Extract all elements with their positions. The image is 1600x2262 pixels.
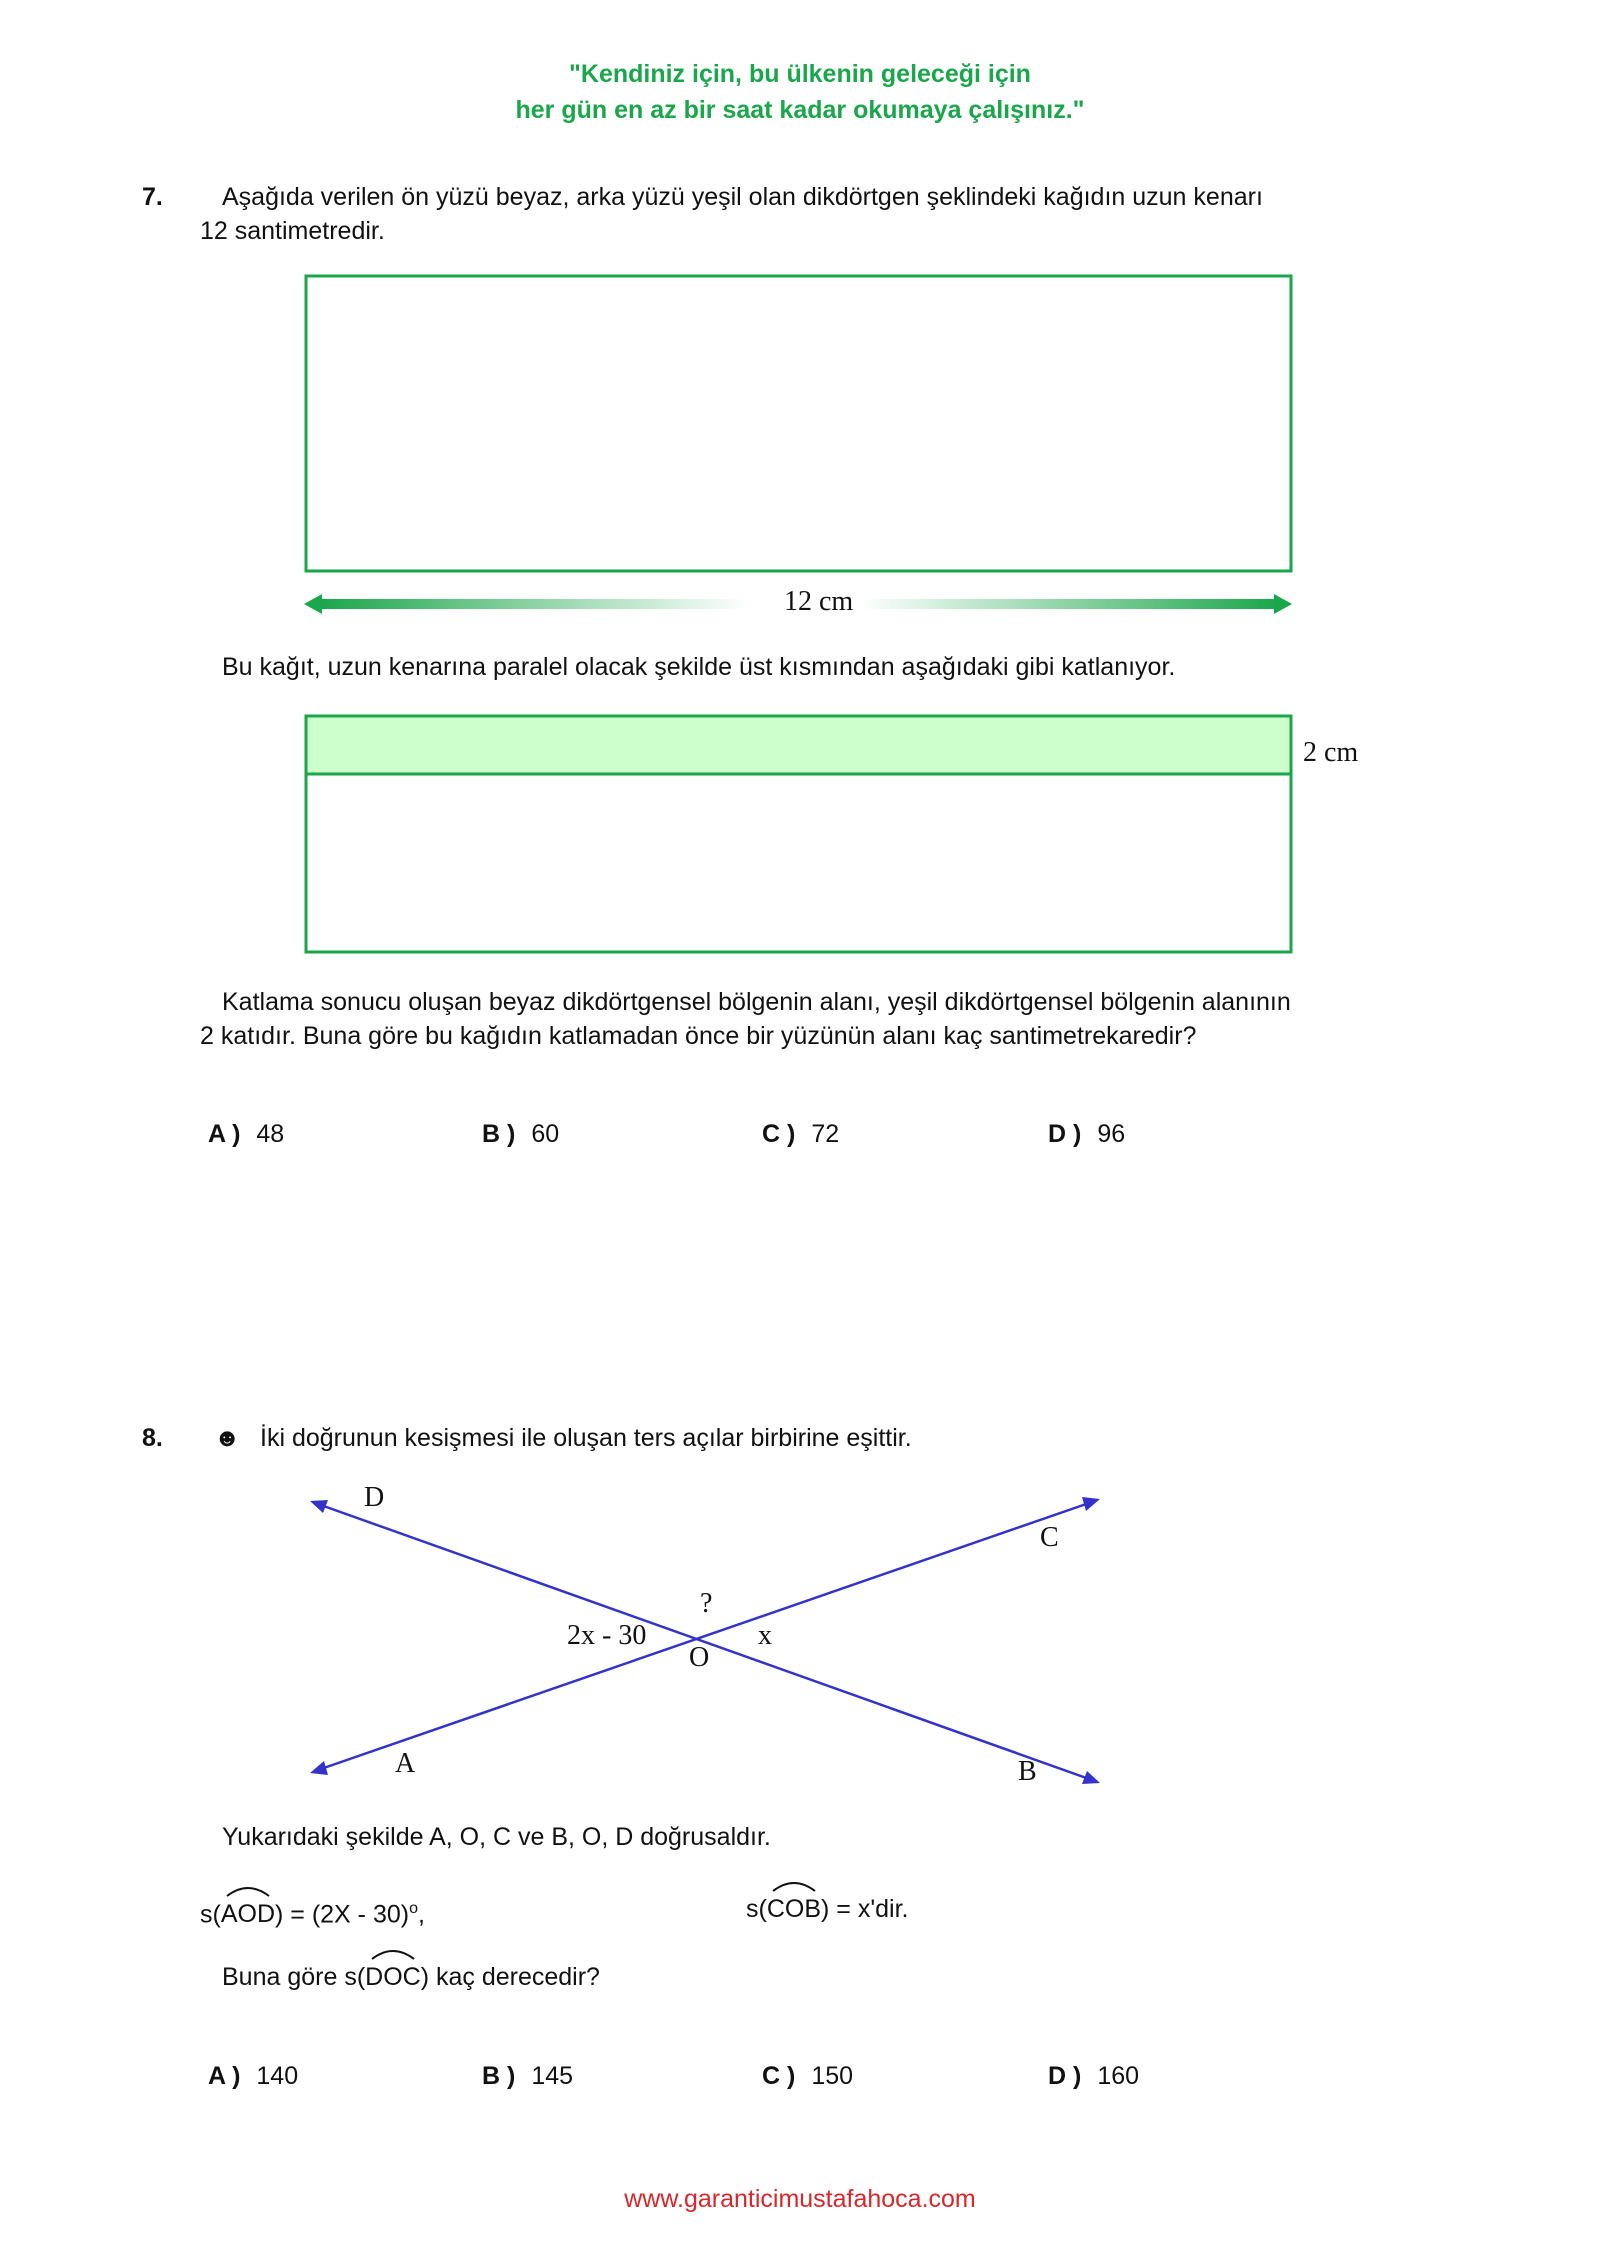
arc-icon bbox=[771, 1878, 817, 1892]
angle-aod-text: AOD bbox=[220, 1900, 276, 1929]
question-8-prompt bbox=[222, 1960, 600, 1994]
question-7-number: 7. bbox=[142, 183, 163, 211]
label-question-mark: ? bbox=[700, 1588, 713, 1619]
question-7-prompt-line-1: Katlama sonucu oluşan beyaz dikdörtgensel bölgenin alanı, yeşil dikdörtgensel bölgenin alanının bbox=[222, 988, 1291, 1016]
intersecting-lines-figure bbox=[310, 1497, 1100, 1784]
option-letter: A ) bbox=[208, 1120, 241, 1148]
question-7-prompt-line-2: 2 katıdır. Buna göre bu kağıdın katlamadan önce bir yüzünün alanı kaç santimetrekaredir? bbox=[200, 1022, 1197, 1050]
label-x: x bbox=[758, 1620, 772, 1651]
question-8-number: 8. bbox=[142, 1424, 163, 1452]
q7-option-c[interactable] bbox=[762, 1120, 839, 1149]
q7-option-d[interactable] bbox=[1048, 1120, 1125, 1149]
given1-prefix: s( bbox=[200, 1900, 221, 1929]
label-b: B bbox=[1018, 1756, 1037, 1787]
label-angle-expression: 2x - 30 bbox=[567, 1620, 647, 1651]
fold-width-label: 2 cm bbox=[1303, 737, 1359, 768]
angle-aod bbox=[221, 1897, 275, 1931]
angle-cob bbox=[767, 1892, 821, 1926]
given2-prefix: s( bbox=[746, 1895, 767, 1923]
option-letter: D ) bbox=[1048, 2062, 1082, 2090]
option-letter: B ) bbox=[482, 2062, 516, 2090]
folded-green-strip bbox=[306, 716, 1291, 774]
given1-end: , bbox=[418, 1900, 425, 1929]
angle-doc-text: DOC bbox=[365, 1963, 421, 1991]
option-value: 60 bbox=[531, 1120, 560, 1148]
question-7-text-line-2: 12 santimetredir. bbox=[200, 217, 385, 245]
length-label: 12 cm bbox=[784, 586, 854, 617]
option-letter: C ) bbox=[762, 1120, 796, 1148]
arc-icon bbox=[225, 1883, 271, 1897]
paper-rectangle bbox=[306, 276, 1291, 571]
motto-line-1: "Kendiniz için, bu ülkenin geleceği için bbox=[569, 60, 1031, 88]
label-o: O bbox=[689, 1642, 710, 1673]
smiley-bullet-icon: ☻ bbox=[214, 1424, 241, 1452]
given2-value: ) = x'dir. bbox=[821, 1895, 909, 1923]
angle-cob-text: COB bbox=[766, 1895, 822, 1923]
option-value: 150 bbox=[811, 2062, 854, 2090]
question-7-text-line-1: Aşağıda verilen ön yüzü beyaz, arka yüzü yeşil olan dikdörtgen şeklindeki kağıdın uzun kenarı bbox=[222, 183, 1263, 211]
option-letter: C ) bbox=[762, 2062, 796, 2090]
arc-icon bbox=[370, 1946, 416, 1960]
option-value: 72 bbox=[811, 1120, 840, 1148]
folded-white-region bbox=[306, 774, 1291, 952]
option-letter: B ) bbox=[482, 1120, 516, 1148]
motto-line-2: her gün en az bir saat kadar okumaya çalışınız." bbox=[515, 96, 1085, 124]
q8-option-d[interactable] bbox=[1048, 2062, 1139, 2091]
degree-sup: o bbox=[409, 1900, 418, 1917]
option-value: 160 bbox=[1097, 2062, 1140, 2090]
angle-doc bbox=[365, 1960, 421, 1994]
option-value: 96 bbox=[1097, 1120, 1126, 1148]
label-a: A bbox=[395, 1748, 416, 1779]
ask-suffix: ) kaç derecedir? bbox=[420, 1963, 600, 1991]
option-value: 48 bbox=[256, 1120, 285, 1148]
label-d: D bbox=[364, 1482, 385, 1513]
label-c: C bbox=[1040, 1522, 1059, 1553]
q8-option-c[interactable] bbox=[762, 2062, 853, 2091]
option-letter: A ) bbox=[208, 2062, 241, 2090]
fold-description: Bu kağıt, uzun kenarına paralel olacak şekilde üst kısmından aşağıdaki gibi katlanıyor. bbox=[222, 653, 1176, 681]
ask-prefix: Buna göre s( bbox=[222, 1963, 366, 1991]
option-letter: D ) bbox=[1048, 1120, 1082, 1148]
given-angle-aod bbox=[200, 1892, 425, 1931]
q8-option-a[interactable] bbox=[208, 2062, 298, 2091]
given-angle-cob bbox=[746, 1892, 908, 1926]
option-value: 145 bbox=[531, 2062, 574, 2090]
q7-option-a[interactable] bbox=[208, 1120, 284, 1149]
q8-option-b[interactable] bbox=[482, 2062, 573, 2091]
question-8-statement: Yukarıdaki şekilde A, O, C ve B, O, D doğrusaldır. bbox=[222, 1823, 771, 1851]
q7-option-b[interactable] bbox=[482, 1120, 559, 1149]
question-8-intro: İki doğrunun kesişmesi ile oluşan ters açılar birbirine eşittir. bbox=[260, 1424, 912, 1452]
option-value: 140 bbox=[256, 2062, 299, 2090]
given1-value: ) = (2X - 30) bbox=[275, 1900, 410, 1929]
footer-link[interactable]: www.garanticimustafahoca.com bbox=[624, 2185, 976, 2213]
